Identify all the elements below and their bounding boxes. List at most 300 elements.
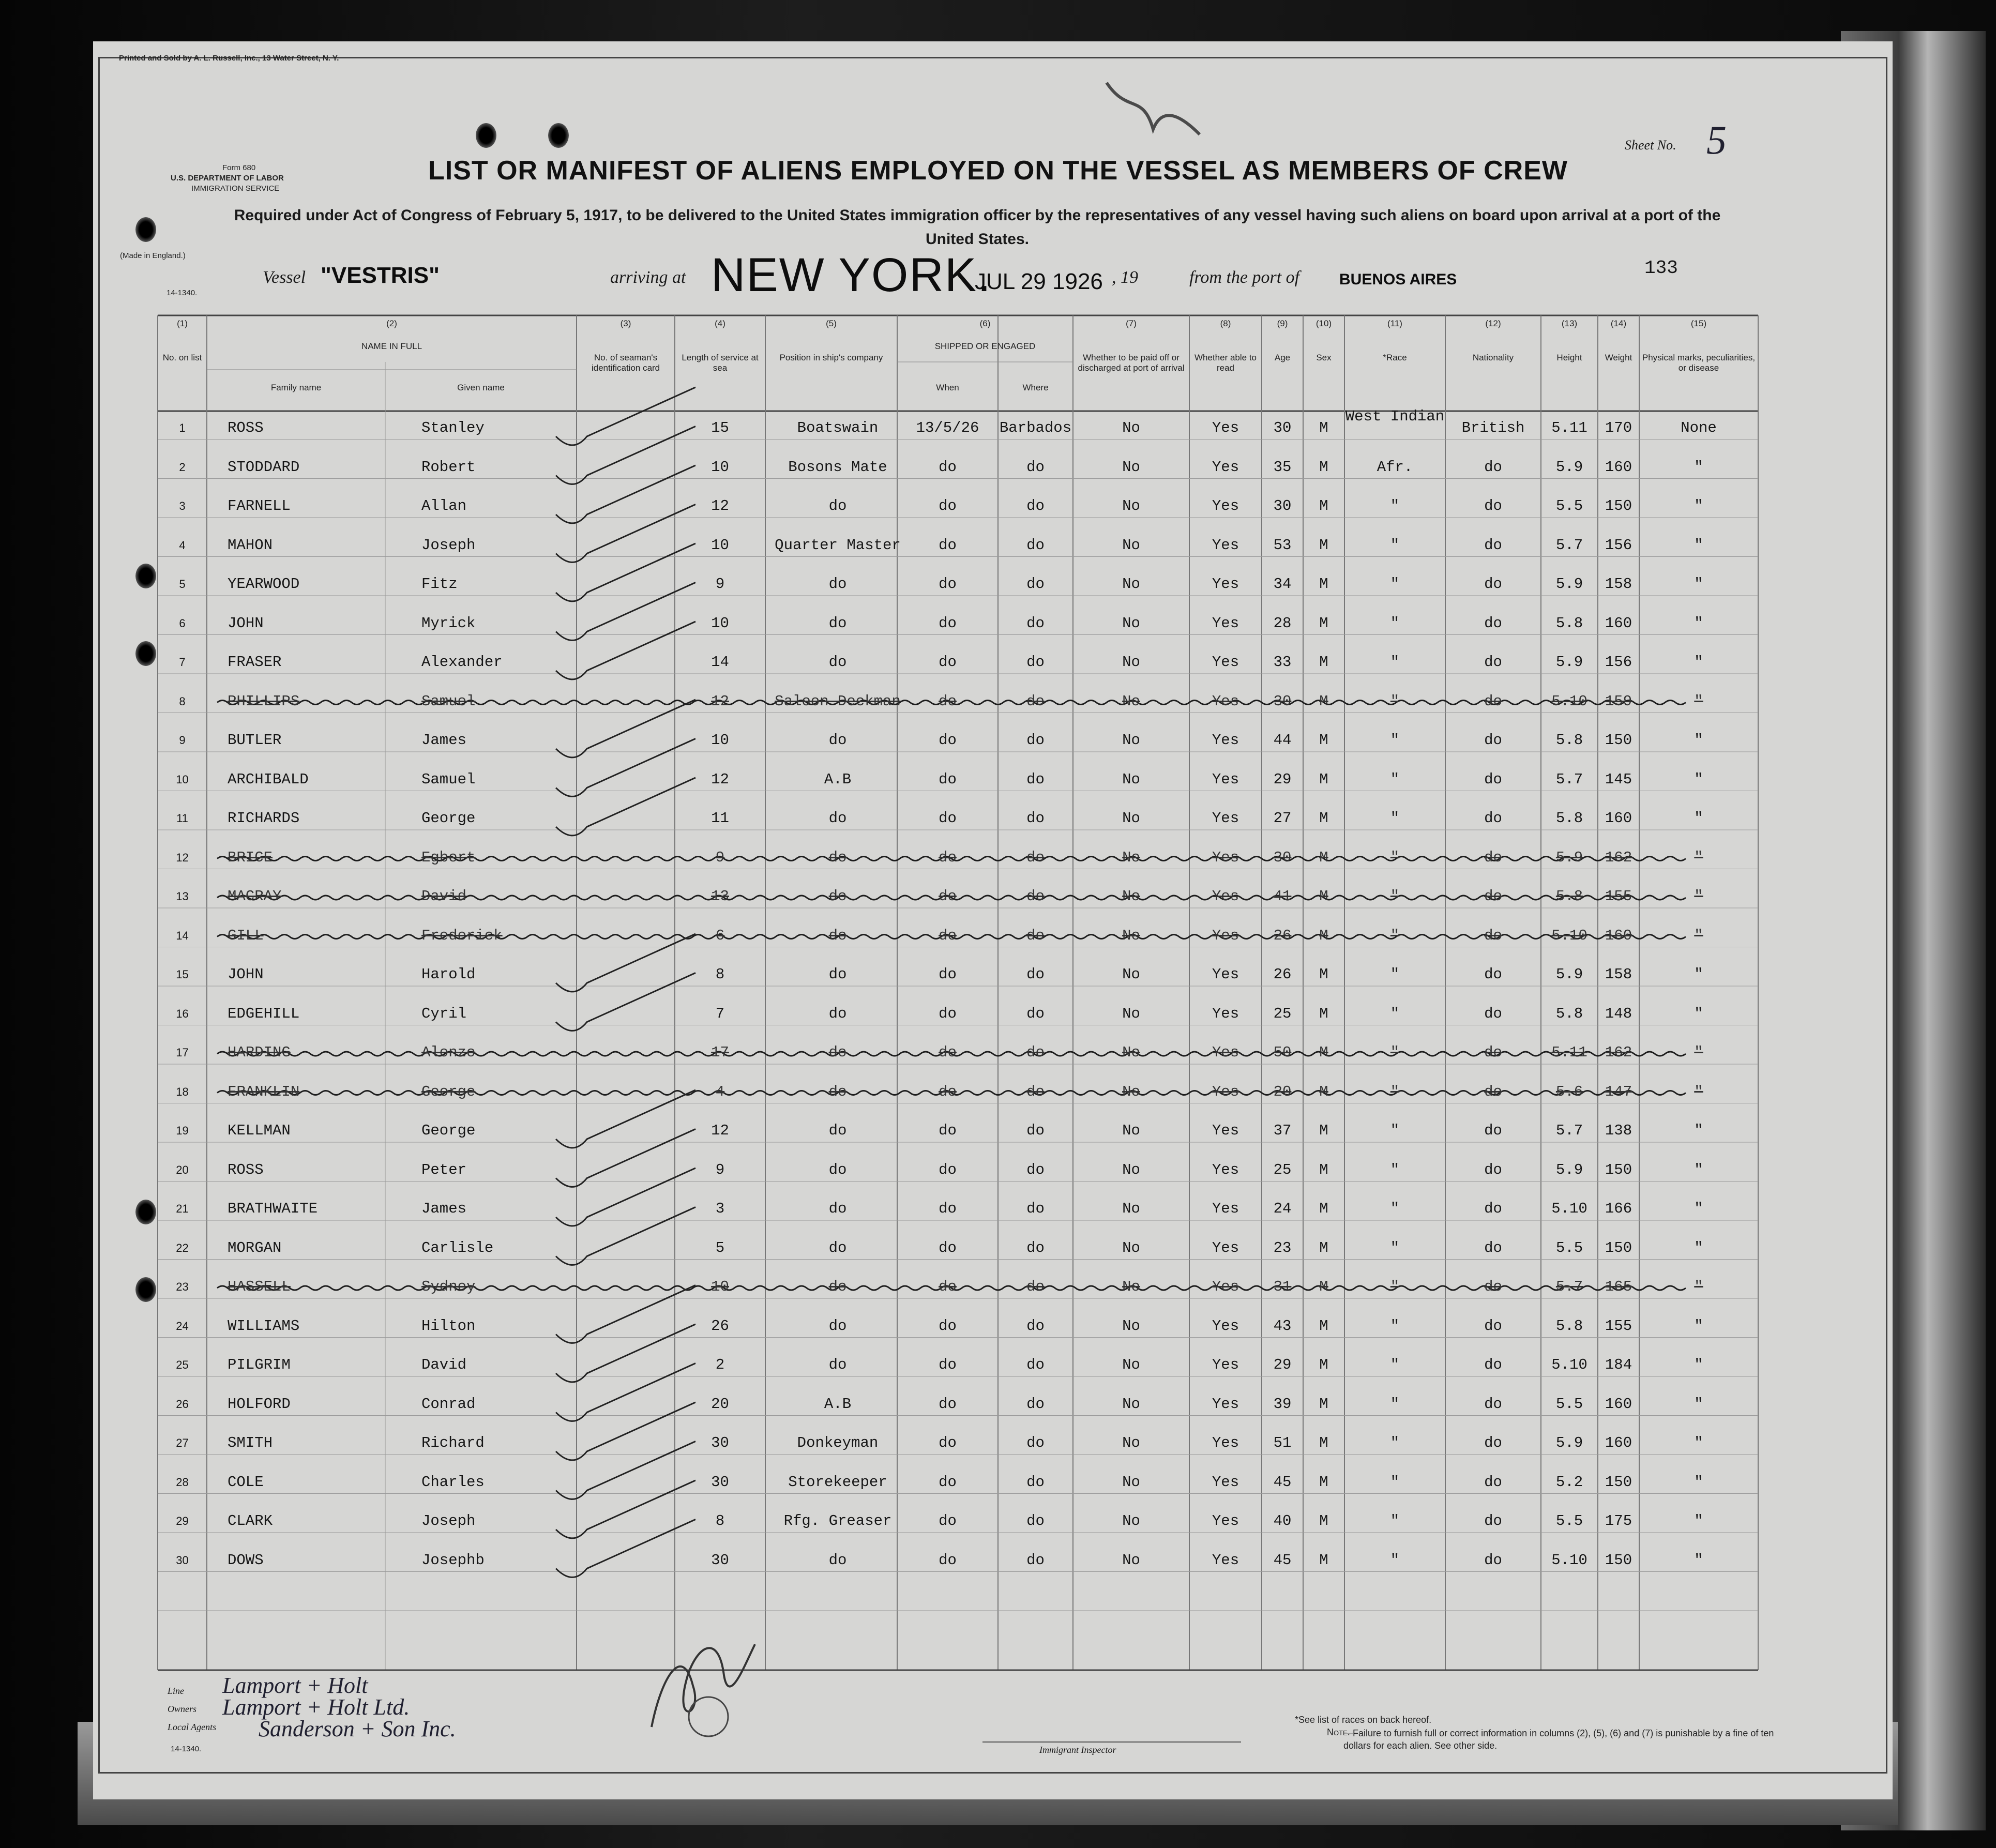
cell-sex: M — [1319, 1278, 1328, 1295]
cell-when: do — [939, 575, 957, 593]
cell-service: 14 — [711, 654, 729, 671]
cell-weight: 158 — [1605, 575, 1632, 593]
cell-marks: " — [1694, 732, 1703, 749]
cell-where: do — [1026, 575, 1045, 593]
cell-given: Josephb — [421, 1551, 485, 1569]
cell-marks: " — [1694, 654, 1703, 671]
cell-sex: M — [1319, 614, 1328, 632]
cell-marks: " — [1694, 1122, 1703, 1139]
cell-position: do — [828, 1083, 847, 1100]
cell-age: 40 — [1273, 1512, 1292, 1529]
cell-when: do — [939, 810, 957, 827]
cell-given: George — [421, 810, 476, 827]
cell-no: 25 — [176, 1358, 189, 1371]
agents-value: Sanderson + Son Inc. — [259, 1716, 456, 1741]
cell-paid: No — [1122, 1044, 1140, 1061]
cell-no: 18 — [176, 1085, 189, 1098]
cell-given: James — [421, 732, 467, 749]
cell-marks: " — [1694, 810, 1703, 827]
cell-sex: M — [1319, 1161, 1328, 1178]
cell-weight: 165 — [1605, 1278, 1632, 1295]
cell-family: SMITH — [228, 1434, 273, 1451]
column-header: NAME IN FULL — [361, 341, 422, 351]
cell-service: 10 — [711, 1278, 729, 1295]
cell-race: " — [1390, 1395, 1400, 1413]
cell-nat: do — [1484, 497, 1502, 514]
cell-age: 25 — [1273, 1005, 1292, 1022]
cell-age: 31 — [1273, 1278, 1292, 1295]
cell-family: CLARK — [228, 1512, 273, 1529]
cell-weight: 150 — [1605, 1161, 1632, 1178]
cell-height: 5.6 — [1555, 1083, 1583, 1100]
from-port-label: from the port of — [1189, 268, 1300, 287]
cell-family: ARCHIBALD — [228, 770, 309, 788]
cell-paid: No — [1122, 1434, 1140, 1451]
cell-sex: M — [1319, 1434, 1328, 1451]
cell-height: 5.9 — [1555, 654, 1583, 671]
cell-race: " — [1390, 1239, 1400, 1256]
cell-race: " — [1390, 770, 1400, 788]
cell-height: 5.2 — [1555, 1473, 1583, 1491]
from-port: BUENOS AIRES — [1339, 271, 1457, 288]
cell-when: 13/5/26 — [916, 419, 979, 436]
cell-service: 9 — [715, 575, 725, 593]
cell-when: do — [939, 732, 957, 749]
cell-marks: " — [1694, 497, 1703, 514]
cell-race: " — [1390, 575, 1400, 593]
cell-where: do — [1026, 1005, 1045, 1022]
column-number: (2) — [386, 319, 397, 328]
cell-height: 5.8 — [1555, 1005, 1583, 1022]
cell-where: do — [1026, 614, 1045, 632]
arriving-label: arriving at — [610, 268, 686, 287]
cell-age: 44 — [1273, 732, 1292, 749]
cell-sex: M — [1319, 458, 1328, 476]
cell-read: Yes — [1212, 966, 1239, 983]
inspector-line — [982, 1741, 1241, 1743]
cell-height: 5.10 — [1551, 1551, 1587, 1569]
cell-race: " — [1390, 1278, 1400, 1295]
service-label: IMMIGRATION SERVICE — [191, 184, 280, 193]
cell-sex: M — [1319, 1317, 1328, 1335]
cell-paid: No — [1122, 1200, 1140, 1217]
cell-read: Yes — [1212, 654, 1239, 671]
cell-where: do — [1026, 536, 1045, 554]
cell-service: 3 — [715, 1200, 725, 1217]
cell-height: 5.11 — [1551, 1044, 1587, 1061]
cell-given: Joseph — [421, 536, 476, 554]
column-header: Length of service at sea — [682, 353, 759, 373]
cell-race: " — [1390, 536, 1400, 554]
cell-position: do — [828, 1317, 847, 1335]
cell-when: do — [939, 770, 957, 788]
cell-age: 23 — [1273, 1239, 1292, 1256]
cell-sex: M — [1319, 732, 1328, 749]
cell-no: 2 — [179, 460, 186, 474]
cell-given: Carlisle — [421, 1239, 494, 1256]
cell-sex: M — [1319, 575, 1328, 593]
cell-no: 15 — [176, 968, 189, 981]
cell-sex: M — [1319, 849, 1328, 866]
cell-position: do — [828, 1044, 847, 1061]
cell-when: do — [939, 1473, 957, 1491]
cell-family: HOLFORD — [228, 1395, 291, 1413]
cell-family: YEARWOOD — [228, 575, 300, 593]
cell-paid: No — [1122, 1278, 1140, 1295]
cell-given: Peter — [421, 1161, 467, 1178]
cell-weight: 159 — [1605, 692, 1632, 710]
cell-when: do — [939, 536, 957, 554]
footer-form-code: 14-1340. — [171, 1745, 202, 1753]
column-header: Weight — [1605, 353, 1632, 362]
cell-marks: " — [1694, 692, 1703, 710]
cell-age: 29 — [1273, 1356, 1292, 1373]
cell-where: do — [1026, 1395, 1045, 1413]
cell-marks: " — [1694, 927, 1703, 944]
cell-paid: No — [1122, 1512, 1140, 1529]
cell-age: 50 — [1273, 1044, 1292, 1061]
cell-family: MACRAY — [228, 888, 282, 905]
cell-nat: do — [1484, 1317, 1502, 1335]
made-in-label: (Made in England.) — [120, 251, 186, 260]
cell-paid: No — [1122, 536, 1140, 554]
cell-where: do — [1026, 1200, 1045, 1217]
cell-service: 15 — [711, 419, 729, 436]
cell-given: Egbert — [421, 849, 476, 866]
arriving-port: NEW YORK. — [711, 249, 992, 301]
cell-read: Yes — [1212, 732, 1239, 749]
cell-marks: " — [1694, 536, 1703, 554]
cell-given: Hilton — [421, 1317, 476, 1335]
cell-paid: No — [1122, 770, 1140, 788]
cell-when: do — [939, 497, 957, 514]
inspector-signature-icon — [641, 1613, 765, 1748]
cell-sex: M — [1319, 888, 1328, 905]
cell-age: 34 — [1273, 575, 1292, 593]
column-header: Whether to be paid off or discharged at port of arrival — [1078, 353, 1185, 373]
cell-paid: No — [1122, 692, 1140, 710]
cell-no: 8 — [179, 694, 186, 708]
cell-when: do — [939, 1005, 957, 1022]
cell-given: Frederick — [421, 927, 503, 944]
cell-given: Harold — [421, 966, 476, 983]
cell-weight: 150 — [1605, 1551, 1632, 1569]
cell-where: do — [1026, 1317, 1045, 1335]
cell-age: 24 — [1273, 1200, 1292, 1217]
year-label: , 19 — [1112, 268, 1138, 287]
cell-age: 45 — [1273, 1551, 1292, 1569]
cell-nat: do — [1484, 692, 1502, 710]
cell-race: " — [1390, 888, 1400, 905]
column-number: (15) — [1690, 319, 1707, 328]
cell-weight: 162 — [1605, 849, 1632, 866]
cell-sex: M — [1319, 497, 1328, 514]
cell-service: 12 — [711, 1122, 729, 1139]
cell-sex: M — [1319, 692, 1328, 710]
cell-where: do — [1026, 497, 1045, 514]
cell-service: 30 — [711, 1551, 729, 1569]
cell-where: do — [1026, 1122, 1045, 1139]
cell-service: 10 — [711, 614, 729, 632]
cell-where: do — [1026, 732, 1045, 749]
cell-weight: 160 — [1605, 1434, 1632, 1451]
cell-read: Yes — [1212, 1044, 1239, 1061]
cell-when: do — [939, 1278, 957, 1295]
cell-given: Samuel — [421, 692, 476, 710]
cell-when: do — [939, 1395, 957, 1413]
cell-nat: do — [1484, 614, 1502, 632]
cell-nat: do — [1484, 1473, 1502, 1491]
cell-nat: do — [1484, 1551, 1502, 1569]
cell-sex: M — [1319, 654, 1328, 671]
cell-position: Donkeyman — [797, 1434, 879, 1451]
cell-height: 5.7 — [1555, 1278, 1583, 1295]
cell-marks: None — [1681, 419, 1717, 436]
cell-sex: M — [1319, 927, 1328, 944]
line-value: Lamport + Holt — [222, 1673, 368, 1698]
column-number: (8) — [1220, 319, 1231, 328]
cell-age: 51 — [1273, 1434, 1292, 1451]
column-header: Whether able to read — [1194, 353, 1257, 373]
cell-read: Yes — [1212, 575, 1239, 593]
cell-no: 7 — [179, 656, 186, 669]
cell-given: George — [421, 1122, 476, 1139]
cell-nat: do — [1484, 1044, 1502, 1061]
cell-sex: M — [1319, 419, 1328, 436]
cell-no: 24 — [176, 1319, 189, 1332]
cell-age: 30 — [1273, 419, 1292, 436]
cell-family: GILL — [228, 927, 264, 944]
cell-nat: do — [1484, 849, 1502, 866]
cell-paid: No — [1122, 927, 1140, 944]
cell-given: Sydney — [421, 1278, 476, 1295]
cell-weight: 156 — [1605, 536, 1632, 554]
cell-marks: " — [1694, 1161, 1703, 1178]
cell-position: do — [828, 654, 847, 671]
cell-position: A.B — [824, 770, 852, 788]
cell-read: Yes — [1212, 1200, 1239, 1217]
cell-service: 13 — [711, 888, 729, 905]
cell-height: 5.5 — [1555, 1239, 1583, 1256]
column-header: Position in ship's company — [779, 353, 883, 362]
cell-read: Yes — [1212, 1473, 1239, 1491]
column-subheader-when: When — [936, 383, 959, 392]
column-header: No. on list — [162, 353, 202, 362]
cell-family: MORGAN — [228, 1239, 282, 1256]
cell-nat: do — [1484, 770, 1502, 788]
agents-label: Local Agents — [168, 1722, 217, 1732]
cell-height: 5.9 — [1555, 458, 1583, 476]
cell-sex: M — [1319, 1200, 1328, 1217]
cell-nat: do — [1484, 888, 1502, 905]
cell-nat: do — [1484, 458, 1502, 476]
cell-when: do — [939, 1239, 957, 1256]
cell-race: " — [1390, 1317, 1400, 1335]
cell-given: James — [421, 1200, 467, 1217]
cell-height: 5.9 — [1555, 966, 1583, 983]
column-number: (13) — [1561, 319, 1578, 328]
cell-paid: No — [1122, 497, 1140, 514]
cell-marks: " — [1694, 1395, 1703, 1413]
cell-race: " — [1390, 849, 1400, 866]
cell-age: 25 — [1273, 1161, 1292, 1178]
cell-no: 13 — [176, 890, 189, 903]
cell-marks: " — [1694, 1044, 1703, 1061]
cell-where: do — [1026, 966, 1045, 983]
cell-position: do — [828, 1200, 847, 1217]
cell-sex: M — [1319, 1356, 1328, 1373]
cell-given: Stanley — [421, 419, 485, 436]
cell-when: do — [939, 1044, 957, 1061]
cell-position: do — [828, 732, 847, 749]
cell-height: 5.9 — [1555, 849, 1583, 866]
cell-sex: M — [1319, 1083, 1328, 1100]
cell-age: 45 — [1273, 1473, 1292, 1491]
cell-sex: M — [1319, 770, 1328, 788]
cell-age: 30 — [1273, 497, 1292, 514]
cell-race: " — [1390, 692, 1400, 710]
arrival-date-stamp: JUL 29 1926 — [975, 269, 1103, 294]
cell-where: do — [1026, 1551, 1045, 1569]
column-number: (6) — [979, 319, 991, 328]
cell-no: 6 — [179, 616, 186, 630]
cell-read: Yes — [1212, 1317, 1239, 1335]
cell-height: 5.10 — [1551, 692, 1587, 710]
cell-race: " — [1390, 1044, 1400, 1061]
cell-no: 16 — [176, 1007, 189, 1020]
cell-family: FRANKLIN — [228, 1083, 300, 1100]
cell-no: 11 — [176, 812, 188, 825]
cell-sex: M — [1319, 1395, 1328, 1413]
cell-height: 5.11 — [1551, 419, 1587, 436]
cell-nat: do — [1484, 575, 1502, 593]
cell-position: do — [828, 1122, 847, 1139]
cell-marks: " — [1694, 1239, 1703, 1256]
department-label: U.S. DEPARTMENT OF LABOR — [171, 174, 284, 183]
cell-sex: M — [1319, 1551, 1328, 1569]
cell-family: JOHN — [228, 614, 264, 632]
cell-family: HARDING — [228, 1044, 291, 1061]
cell-height: 5.7 — [1555, 536, 1583, 554]
cell-paid: No — [1122, 1161, 1140, 1178]
cell-sex: M — [1319, 1044, 1328, 1061]
cell-family: RICHARDS — [228, 810, 300, 827]
line-label: Line — [168, 1686, 185, 1696]
cell-read: Yes — [1212, 497, 1239, 514]
cell-nat: do — [1484, 1083, 1502, 1100]
cell-where: do — [1026, 1278, 1045, 1295]
cell-family: BRATHWAITE — [228, 1200, 318, 1217]
cell-paid: No — [1122, 1551, 1140, 1569]
cell-position: do — [828, 1239, 847, 1256]
cell-family: COLE — [228, 1473, 264, 1491]
cell-height: 5.7 — [1555, 770, 1583, 788]
cell-weight: 155 — [1605, 1317, 1632, 1335]
cell-when: do — [939, 614, 957, 632]
cell-no: 23 — [176, 1280, 189, 1293]
cell-where: do — [1026, 1512, 1045, 1529]
cell-service: 8 — [715, 966, 725, 983]
cell-given: Alonzo — [421, 1044, 476, 1061]
cell-no: 21 — [176, 1202, 189, 1215]
cell-service: 10 — [711, 458, 729, 476]
cell-race: " — [1390, 927, 1400, 944]
cell-paid: No — [1122, 575, 1140, 593]
cell-position: do — [828, 1161, 847, 1178]
cell-position: do — [828, 966, 847, 983]
cell-no: 17 — [176, 1046, 189, 1059]
cell-family: FARNELL — [228, 497, 291, 514]
cell-height: 5.5 — [1555, 497, 1583, 514]
cell-read: Yes — [1212, 458, 1239, 476]
cell-paid: No — [1122, 1239, 1140, 1256]
cell-given: Charles — [421, 1473, 485, 1491]
cell-weight: 147 — [1605, 1083, 1632, 1100]
cell-weight: 162 — [1605, 1044, 1632, 1061]
cell-age: 53 — [1273, 536, 1292, 554]
cell-weight: 158 — [1605, 966, 1632, 983]
cell-sex: M — [1319, 1239, 1328, 1256]
cell-marks: " — [1694, 1278, 1703, 1295]
cell-nat: do — [1484, 927, 1502, 944]
cell-read: Yes — [1212, 1083, 1239, 1100]
cell-position: do — [828, 614, 847, 632]
cell-family: DOWS — [228, 1551, 264, 1569]
cell-position: do — [828, 849, 847, 866]
cell-when: do — [939, 888, 957, 905]
cell-read: Yes — [1212, 849, 1239, 866]
cell-service: 17 — [711, 1044, 729, 1061]
cell-race: " — [1390, 1122, 1400, 1139]
cell-marks: " — [1694, 1512, 1703, 1529]
cell-nat: do — [1484, 732, 1502, 749]
cell-marks: " — [1694, 888, 1703, 905]
cell-sex: M — [1319, 1122, 1328, 1139]
cell-when: do — [939, 1122, 957, 1139]
cell-service: 30 — [711, 1473, 729, 1491]
cell-nat: do — [1484, 1278, 1502, 1295]
cell-no: 26 — [176, 1397, 189, 1411]
cell-read: Yes — [1212, 614, 1239, 632]
cell-service: 9 — [715, 1161, 725, 1178]
cell-where: do — [1026, 849, 1045, 866]
sheet-number: 5 — [1706, 117, 1727, 162]
form-number: Form 680 — [222, 163, 256, 172]
race-footnote: *See list of races on back hereof. — [1295, 1715, 1432, 1725]
cell-paid: No — [1122, 458, 1140, 476]
cell-position: do — [828, 1005, 847, 1022]
column-number: (11) — [1387, 319, 1402, 328]
cell-family: JOHN — [228, 966, 264, 983]
cell-when: do — [939, 966, 957, 983]
cell-age: 35 — [1273, 458, 1292, 476]
cell-age: 41 — [1273, 888, 1292, 905]
cell-sex: M — [1319, 1512, 1328, 1529]
cell-paid: No — [1122, 1083, 1140, 1100]
cell-family: BRICE — [228, 849, 273, 866]
cell-where: do — [1026, 1473, 1045, 1491]
cell-where: do — [1026, 1044, 1045, 1061]
cell-family: STODDARD — [228, 458, 300, 476]
cell-height: 5.9 — [1555, 575, 1583, 593]
cell-race: " — [1390, 1434, 1400, 1451]
cell-paid: No — [1122, 888, 1140, 905]
cell-no: 22 — [176, 1241, 189, 1254]
cell-service: 12 — [711, 497, 729, 514]
cell-age: 30 — [1273, 692, 1292, 710]
cell-paid: No — [1122, 1122, 1140, 1139]
cell-service: 6 — [715, 927, 725, 944]
